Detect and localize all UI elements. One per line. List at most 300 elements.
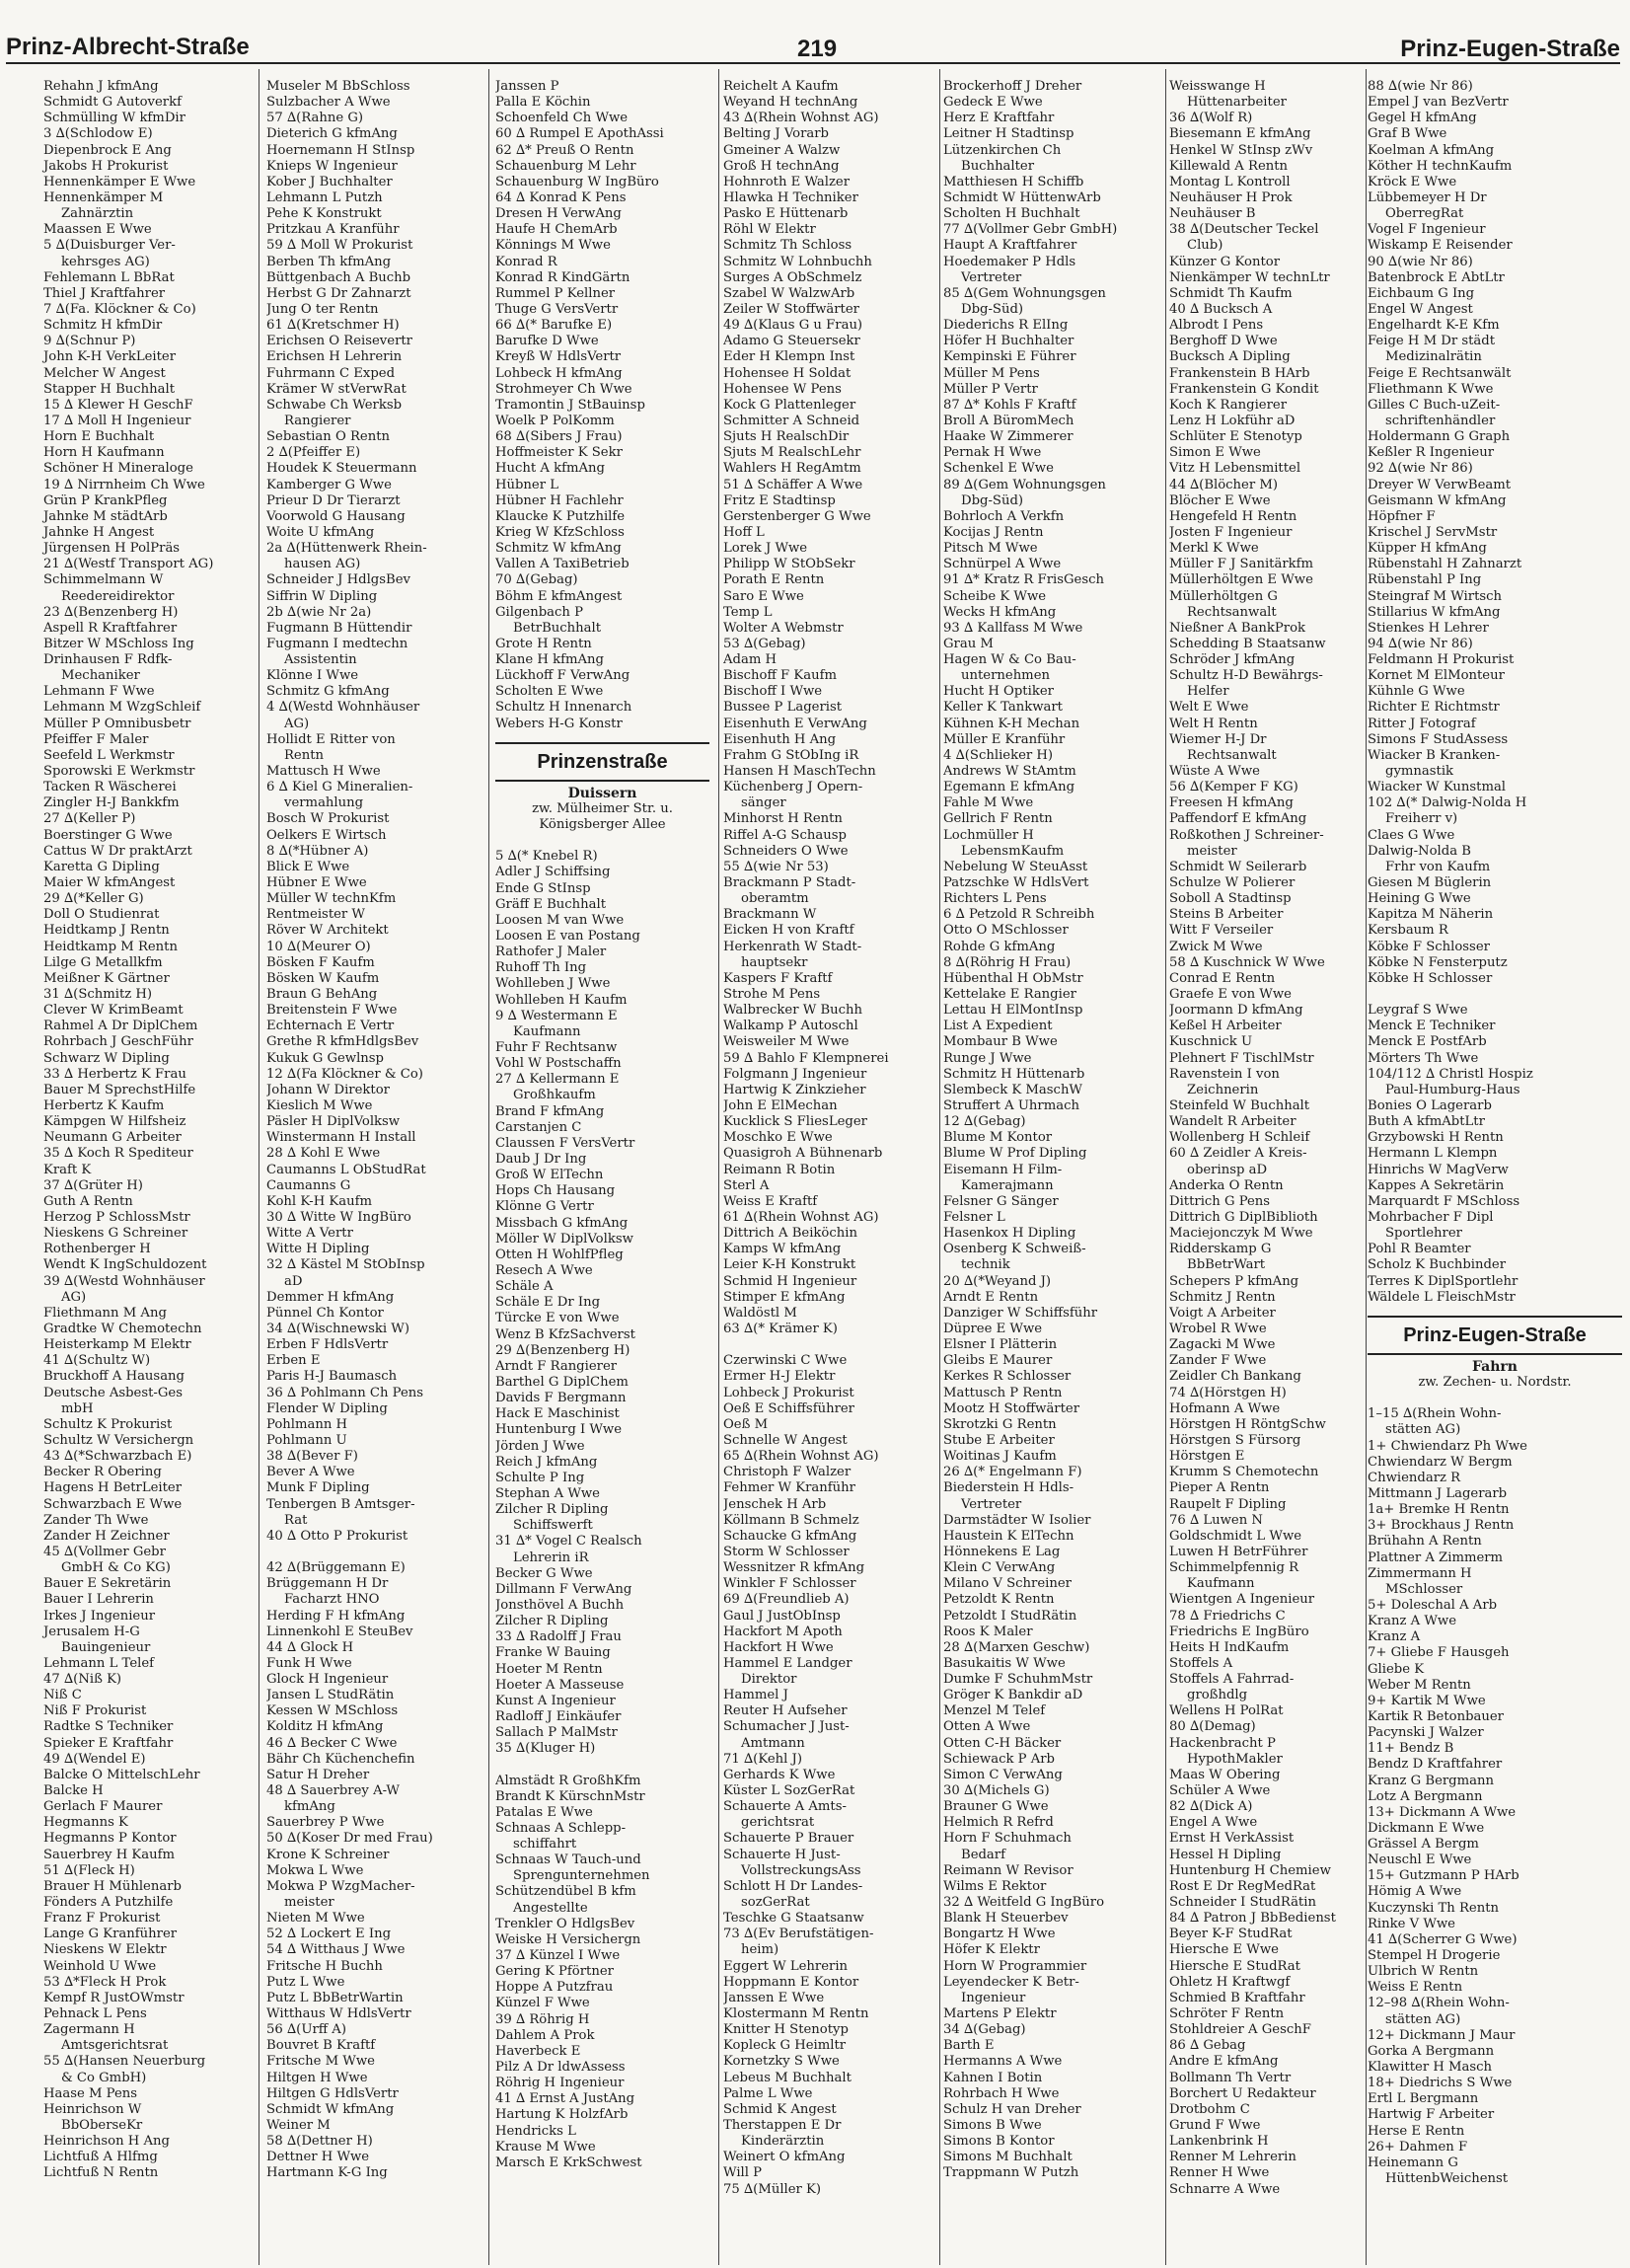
directory-entry: Blank H Steuerbev — [943, 1911, 1069, 1927]
blank-line — [495, 833, 709, 849]
directory-entry: Kinderärztin — [741, 2134, 825, 2150]
directory-entry: Wohlleben H Kaufm — [495, 992, 628, 1008]
directory-entry: Gaul J JustObInsp — [723, 1608, 841, 1624]
directory-entry: Andrews W StAmtm — [943, 764, 1076, 780]
directory-entry: Patalas E Wwe — [495, 1804, 593, 1820]
directory-entry: Hengefeld H Rentn — [1169, 508, 1297, 524]
directory-entry: Reedereidirektor — [61, 588, 175, 604]
directory-entry: Schmid H Ingenieur — [723, 1273, 857, 1289]
directory-entry: 51 ∆(Fleck H) — [43, 1862, 135, 1878]
directory-entry: 27 ∆(Keller P) — [43, 811, 136, 827]
directory-entry: Roßkothen J Schreiner- — [1169, 827, 1324, 843]
directory-entry: 12 ∆(Fa Klöckner & Co) — [266, 1066, 423, 1082]
directory-entry: Hoedemaker P Hdls — [943, 254, 1076, 269]
directory-entry: Danziger W Schiffsführ — [943, 1305, 1098, 1321]
directory-entry: Maciejonczyk M Wwe — [1169, 1226, 1313, 1242]
directory-entry: Kreyß W HdlsVertr — [495, 349, 622, 365]
directory-entry: Schneider I StudRätin — [1169, 1895, 1316, 1911]
directory-entry: Strohmeyer Ch Wwe — [495, 381, 632, 397]
directory-entry: & Co GmbH) — [61, 2070, 147, 2085]
directory-entry: 7+ Gliebe F Hausgeh — [1368, 1645, 1510, 1661]
directory-entry: 35 ∆(Kluger H) — [495, 1741, 596, 1757]
directory-entry: Neuschl E Wwe — [1368, 1852, 1472, 1868]
directory-entry: Adler J Schiffsing — [495, 865, 611, 880]
directory-entry: Pritzkau A Kranführ — [266, 222, 400, 238]
directory-entry: Albrodt I Pens — [1169, 318, 1264, 334]
blank-line — [495, 1757, 709, 1773]
directory-entry: Petzoldt K Rentn — [943, 1592, 1055, 1608]
directory-entry: Fliethmann M Ang — [43, 1305, 167, 1321]
directory-entry: Hoeter M Rentn — [495, 1661, 603, 1677]
directory-entry: Rangierer — [284, 413, 351, 428]
directory-entry: Kuschnick U — [1169, 1034, 1253, 1050]
directory-entry: 55 ∆(wie Nr 53) — [723, 859, 829, 874]
directory-entry: Reichelt A Kaufm — [723, 79, 839, 94]
directory-entry: Heisterkamp M Elektr — [43, 1337, 191, 1353]
directory-entry: 19 ∆ Nirrnheim Ch Wwe — [43, 477, 205, 492]
directory-entry: Krumm S Chemotechn — [1169, 1465, 1319, 1480]
directory-entry: 53 ∆*Fleck H Prok — [43, 1974, 167, 1990]
blank-line — [1368, 1391, 1622, 1406]
directory-entry: 37 ∆ Künzel I Wwe — [495, 1948, 621, 1964]
directory-entry: Huntenburg I Wwe — [495, 1422, 623, 1438]
directory-entry: HypothMakler — [1187, 1751, 1283, 1767]
directory-entry: Hucht A kfmAng — [495, 461, 605, 477]
blank-line — [1368, 987, 1622, 1003]
directory-entry: Müller P Vertr — [943, 381, 1038, 397]
directory-entry: Rothenberger H — [43, 1242, 151, 1257]
directory-entry: 94 ∆(wie Nr 86) — [1368, 636, 1473, 651]
directory-entry: List A Expedient — [943, 1019, 1053, 1034]
directory-entry: Hegmanns P Kontor — [43, 1831, 177, 1847]
directory-entry: Rathofer J Maler — [495, 945, 607, 960]
directory-entry: Lebeus M Buchhalt — [723, 2070, 852, 2085]
directory-entry: Lettau H ElMontInsp — [943, 1003, 1083, 1019]
directory-entry: Chwiendarz R — [1368, 1470, 1461, 1485]
directory-entry: 87 ∆* Kohls F Kraftf — [943, 397, 1076, 413]
directory-entry: Klönne G Vertr — [495, 1199, 594, 1215]
directory-entry: Schimmelmann W — [43, 572, 164, 588]
directory-entry: 39 ∆ Röhrig H — [495, 2011, 590, 2027]
directory-entry: 50 ∆(Koser Dr med Frau) — [266, 1831, 433, 1847]
directory-entry: Klawitter H Masch — [1368, 2060, 1493, 2076]
directory-entry: Kempf R JustOWmstr — [43, 1990, 185, 2005]
directory-entry: Dieterich G kfmAng — [266, 126, 398, 142]
directory-entry: 104/112 ∆ Christl Hospiz — [1368, 1066, 1533, 1082]
directory-entry: Barufke D Wwe — [495, 334, 599, 349]
directory-entry: Kamberger G Wwe — [266, 477, 392, 492]
directory-entry: Scholz K Buchbinder — [1368, 1257, 1507, 1273]
directory-entry: Szabel W WalzwArb — [723, 285, 855, 301]
directory-entry: Rinke V Wwe — [1368, 1916, 1455, 1931]
directory-entry: Bosch W Prokurist — [266, 811, 390, 827]
directory-entry: Temp L — [723, 604, 773, 620]
directory-entry: Dalwig-Nolda B — [1368, 843, 1471, 859]
directory-entry: 32 ∆ Kästel M StObInsp — [266, 1257, 425, 1273]
directory-entry: Nieten M Wwe — [266, 1911, 365, 1927]
page-number: 219 — [797, 36, 838, 62]
directory-entry: 91 ∆* Kratz R FrisGesch — [943, 572, 1104, 588]
directory-entry: Conrad E Rentn — [1169, 970, 1276, 986]
directory-entry: Teschke G Staatsanw — [723, 1911, 864, 1927]
directory-entry: Fuhr F Rechtsanw — [495, 1040, 618, 1056]
directory-entry: Mechaniker — [61, 668, 140, 684]
directory-entry: Kraft K — [43, 1162, 92, 1177]
directory-entry: Scholten H Buchhalt — [943, 206, 1080, 222]
directory-entry: Witthaus W HdlsVertr — [266, 2006, 411, 2022]
directory-entry: Höpfner F — [1368, 508, 1436, 524]
directory-entry: Schimmelpfennig R — [1169, 1560, 1299, 1576]
directory-entry: Doll O Studienrat — [43, 907, 160, 923]
directory-entry: Engelhardt K-E Kfm — [1368, 318, 1500, 334]
directory-entry: Hörstgen H RöntgSchw — [1169, 1416, 1326, 1432]
directory-entry: Gleibs E Maurer — [943, 1353, 1053, 1369]
directory-entry: Niß C — [43, 1688, 82, 1703]
directory-entry: 28 ∆(Marxen Geschw) — [943, 1639, 1090, 1655]
directory-entry: Dittrich G Pens — [1169, 1193, 1271, 1209]
directory-entry: Graf B Wwe — [1368, 126, 1447, 142]
directory-entry: Haase M Pens — [43, 2085, 138, 2101]
directory-entry: Brackmann W — [723, 907, 817, 923]
directory-entry: Glock H Ingenieur — [266, 1672, 389, 1688]
directory-entry: Hiersche E Wwe — [1169, 1942, 1279, 1958]
directory-entry: 65 ∆(Rhein Wohnst AG) — [723, 1449, 879, 1465]
directory-entry: Gräff E Buchhalt — [495, 896, 607, 912]
directory-entry: Deutsche Asbest-Ges — [43, 1385, 183, 1400]
directory-entry: Plattner A Zimmerm — [1368, 1550, 1504, 1565]
directory-entry: 76 ∆ Luwen N — [1169, 1512, 1263, 1528]
directory-entry: Demmer H kfmAng — [266, 1289, 395, 1305]
directory-entry: Jerusalem H-G — [43, 1624, 140, 1639]
directory-entry: Schmitz J Rentn — [1169, 1289, 1276, 1305]
directory-entry: 12+ Dickmann J Maur — [1368, 2027, 1516, 2043]
directory-entry: Erichsen O Reisevertr — [266, 334, 412, 349]
directory-entry: Rohde G kfmAng — [943, 939, 1056, 954]
directory-entry: 38 ∆(Bever F) — [266, 1449, 358, 1465]
directory-entry: 49 ∆(Wendel E) — [43, 1751, 146, 1767]
directory-entry: 102 ∆(* Dalwig-Nolda H — [1368, 795, 1527, 811]
directory-entry: Helfer — [1187, 684, 1229, 700]
directory-entry: Schmitz H Hüttenarb — [943, 1066, 1085, 1082]
directory-entry: Kaspers F Kraftf — [723, 970, 833, 986]
directory-entry: Wiacker B Kranken- — [1368, 747, 1501, 763]
directory-entry: Diederichs R ElIng — [943, 318, 1069, 334]
directory-entry: Dumke F SchuhmMstr — [943, 1672, 1093, 1688]
directory-entry: Wrobel R Wwe — [1169, 1321, 1267, 1336]
directory-entry: Brackmann P Stadt- — [723, 875, 856, 891]
directory-entry: Prieur D Dr Tierarzt — [266, 492, 401, 508]
directory-entry: Kornetzky S Wwe — [723, 2054, 840, 2070]
directory-entry: Engel W Angest — [1368, 301, 1473, 317]
directory-entry: 48 ∆ Sauerbrey A-W — [266, 1783, 400, 1799]
directory-entry: Lichtfuß N Rentn — [43, 2165, 159, 2181]
directory-entry: Surges A ObSchmelz — [723, 269, 862, 285]
directory-entry: Martens P Elektr — [943, 2006, 1057, 2022]
directory-entry: 2b ∆(wie Nr 2a) — [266, 604, 372, 620]
directory-entry: Köbke H Schlosser — [1368, 970, 1493, 986]
directory-entry: 33 ∆ Herbertz K Frau — [43, 1066, 186, 1082]
directory-entry: 84 ∆ Patron J BbBedienst — [1169, 1911, 1336, 1927]
directory-entry: Röhrig H Ingenieur — [495, 2076, 625, 2091]
directory-entry: Drotbohm C — [1169, 2101, 1250, 2117]
directory-entry: Lohbeck H kfmAng — [495, 365, 623, 381]
directory-entry: Schedding B Staatsanw — [1169, 636, 1326, 651]
directory-entry: 12 ∆(Gebag) — [943, 1114, 1026, 1130]
directory-entry: Hennenkämper E Wwe — [43, 174, 196, 189]
directory-entry: Mittmann J Lagerarb — [1368, 1485, 1508, 1501]
directory-entry: Ulbrich W Rentn — [1368, 1964, 1479, 1980]
directory-entry: Bauingenieur — [61, 1639, 151, 1655]
directory-entry: Frankenstein B HArb — [1169, 365, 1310, 381]
directory-entry: Karetta G Dipling — [43, 859, 160, 874]
directory-entry: Gedeck E Wwe — [943, 95, 1043, 111]
directory-entry: Fahle M Wwe — [943, 795, 1034, 811]
directory-entry: Grau M — [943, 636, 994, 651]
directory-entry: Kersbaum R — [1368, 923, 1448, 939]
directory-entry: 42 ∆(Brüggemann E) — [266, 1560, 406, 1576]
directory-entry: Zeidler Ch Bankang — [1169, 1369, 1301, 1385]
directory-entry: Brandt K KürschnMstr — [495, 1788, 645, 1804]
directory-entry: Janssen E Wwe — [723, 1990, 825, 2005]
directory-entry: Plehnert F TischlMstr — [1169, 1050, 1314, 1066]
directory-entry: 3 ∆(Schlodow E) — [43, 126, 153, 142]
directory-entry: Schröter F Rentn — [1169, 2006, 1285, 2022]
directory-entry: Leygraf S Wwe — [1368, 1003, 1468, 1019]
directory-entry: Radtke S Techniker — [43, 1719, 174, 1735]
directory-entry: Sebastian O Rentn — [266, 429, 390, 445]
directory-entry: Könnings M Wwe — [495, 238, 611, 254]
directory-entry: oberinsp aD — [1187, 1162, 1268, 1177]
directory-entry: BetrBuchhalt — [513, 620, 602, 636]
directory-entry: Basukaitis W Wwe — [943, 1655, 1066, 1671]
directory-entry: Erichsen H Lehrerin — [266, 349, 403, 365]
directory-entry: Bösken W Kaufm — [266, 970, 380, 986]
directory-entry: Luwen H BetrFührer — [1169, 1544, 1308, 1559]
directory-entry: Schultz W Versichergn — [43, 1432, 194, 1448]
directory-entry: Hack E Maschinist — [495, 1406, 620, 1422]
directory-entry: 8 ∆(Röhrig H Frau) — [943, 954, 1072, 970]
directory-entry: Blume M Kontor — [943, 1130, 1053, 1146]
directory-entry: Jahnke H Angest — [43, 524, 155, 540]
directory-entry: Jung O ter Rentn — [266, 301, 379, 317]
directory-entry: Hoffmeister K Sekr — [495, 445, 623, 461]
directory-entry: Simons B Kontor — [943, 2134, 1055, 2150]
directory-entry: Grzybowski H Rentn — [1368, 1130, 1504, 1146]
directory-entry: Caumanns G — [266, 1177, 351, 1193]
directory-entry: Wiacker W Kunstmal — [1368, 780, 1507, 795]
directory-entry: Brüggemann H Dr — [266, 1576, 389, 1592]
directory-entry: Tacken R Wäscherei — [43, 780, 177, 795]
directory-entry: Horn F Schuhmach — [943, 1831, 1072, 1847]
directory-entry: Vertreter — [961, 269, 1022, 285]
directory-entry: Chwiendarz W Bergm — [1368, 1454, 1513, 1470]
directory-entry: Krischel J ServMstr — [1368, 524, 1498, 540]
directory-entry: gerichtsrat — [741, 1815, 815, 1831]
directory-entry: Schüler A Wwe — [1169, 1783, 1271, 1799]
directory-entry: 55 ∆(Hansen Neuerburg — [43, 2054, 206, 2070]
directory-entry: Osenberg K Schweiß- — [943, 1242, 1086, 1257]
directory-entry: 54 ∆ Witthaus J Wwe — [266, 1942, 406, 1958]
directory-entry: Haverbeck E — [495, 2043, 581, 2059]
directory-entry: 29 ∆(*Keller G) — [43, 891, 144, 907]
directory-entry: Amtsgerichtsrat — [61, 2038, 169, 2054]
directory-entry: Braun G BehAng — [266, 987, 378, 1003]
directory-entry: Broll A BüromMech — [943, 413, 1074, 428]
directory-entry: Grün P KrankPfleg — [43, 492, 168, 508]
directory-entry: Borchert U Redakteur — [1169, 2085, 1316, 2101]
directory-entry: 2 ∆(Pfeiffer E) — [266, 445, 361, 461]
directory-entry: Nienkämper W technLtr — [1169, 269, 1330, 285]
directory-entry: Darmstädter W Isolier — [943, 1512, 1091, 1528]
directory-entry: 74 ∆(Hörstgen H) — [1169, 1385, 1287, 1400]
directory-entry: Resech A Wwe — [495, 1263, 593, 1278]
directory-entry: Storm W Schlosser — [723, 1544, 850, 1559]
directory-entry: Breitenstein F Wwe — [266, 1003, 398, 1019]
directory-entry: Lohbeck J Prokurist — [723, 1385, 854, 1400]
directory-entry: Dickmann E Wwe — [1368, 1820, 1485, 1836]
directory-entry: 21 ∆(Westf Transport AG) — [43, 557, 214, 572]
directory-entry: Rahmel A Dr DiplChem — [43, 1019, 198, 1034]
directory-entry: Hartung K HolzfArb — [495, 2107, 629, 2123]
directory-entry: Gmeiner A Walzw — [723, 142, 841, 158]
directory-entry: Hoff L — [723, 524, 765, 540]
directory-entry: Schmidt W kfmAng — [266, 2101, 395, 2117]
directory-entry: BbBetrWart — [1187, 1257, 1266, 1273]
directory-entry: Bever A Wwe — [266, 1465, 355, 1480]
directory-entry: Maas W Obering — [1169, 1767, 1281, 1782]
directory-entry: Munk F Dipling — [266, 1480, 370, 1496]
directory-entry: Hagen W & Co Bau- — [943, 652, 1076, 668]
directory-entry: Sjuts H RealschDir — [723, 429, 850, 445]
directory-entry: Reich J kfmAng — [495, 1454, 598, 1470]
directory-entry: 86 ∆ Gebag — [1169, 2038, 1246, 2054]
directory-entry: Horn E Buchhalt — [43, 429, 155, 445]
directory-entry: Sauerbrey P Wwe — [266, 1815, 385, 1831]
directory-entry: Zagacki M Wwe — [1169, 1337, 1276, 1353]
directory-entry: Haufe H ChemArb — [495, 222, 618, 238]
directory-entry: Hammel E Landger — [723, 1655, 852, 1671]
directory-entry: Böhm E kfmAngest — [495, 588, 623, 604]
directory-entry: Weisweiler M Wwe — [723, 1034, 850, 1050]
directory-entry: Wilms E Rektor — [943, 1878, 1047, 1894]
directory-entry: Herse E Rentn — [1368, 2123, 1465, 2139]
directory-entry: Weinhold U Wwe — [43, 1958, 157, 1974]
directory-entry: stätten AG) — [1385, 1422, 1461, 1438]
directory-entry: 88 ∆(wie Nr 86) — [1368, 79, 1473, 94]
directory-entry: Gorka A Bergmann — [1368, 2043, 1495, 2059]
directory-entry: Mattusch H Wwe — [266, 764, 381, 780]
directory-entry: Pohl R Beamter — [1368, 1242, 1471, 1257]
directory-entry: Franz F Prokurist — [43, 1911, 161, 1927]
directory-entry: Rentmeister W — [266, 907, 365, 923]
directory-entry: Loosen E van Postang — [495, 929, 640, 945]
directory-entry: Minhorst H Rentn — [723, 811, 843, 827]
directory-entry: Frahm G StObIng iR — [723, 747, 859, 763]
directory-entry: Müllerhöltgen E Wwe — [1169, 572, 1313, 588]
directory-entry: Künzer G Kontor — [1169, 254, 1280, 269]
directory-entry: Otten A Wwe — [943, 1719, 1031, 1735]
directory-entry: Hoppmann E Kontor — [723, 1974, 859, 1990]
directory-entry: Voigt A Arbeiter — [1169, 1305, 1276, 1321]
directory-entry: Schmülling W kfmDir — [43, 111, 185, 126]
directory-entry: Pitsch M Wwe — [943, 541, 1038, 557]
directory-entry: Maier W kfmAngest — [43, 875, 176, 891]
directory-entry: Hermanns A Wwe — [943, 2054, 1063, 2070]
directory-entry: Marsch E KrkSchwest — [495, 2155, 642, 2170]
directory-entry: Nieskens G Schreiner — [43, 1226, 188, 1242]
directory-entry: Hübner L — [495, 477, 558, 492]
directory-entry: Flender W Dipling — [266, 1400, 388, 1416]
directory-entry: 59 ∆ Moll W Prokurist — [266, 238, 413, 254]
directory-entry: Eisenhuth H Ang — [723, 731, 837, 747]
directory-entry: 60 ∆ Rumpel E ApothAssi — [495, 126, 664, 142]
directory-entry: 31 ∆* Vogel C Realsch — [495, 1534, 642, 1550]
directory-entry: Brauer H Mühlenarb — [43, 1878, 182, 1894]
directory-entry: Fuhrmann C Exped — [266, 365, 396, 381]
directory-entry: Pieper A Rentn — [1169, 1480, 1270, 1496]
directory-entry: Museler M BbSchloss — [266, 79, 410, 94]
directory-entry: Herding F H kfmAng — [266, 1608, 406, 1624]
directory-entry: Möller W DiplVolksw — [495, 1231, 633, 1247]
directory-entry: Missbach G kfmAng — [495, 1215, 629, 1231]
directory-entry: Simon C VerwAng — [943, 1767, 1063, 1782]
directory-entry: Keßel H Arbeiter — [1169, 1019, 1282, 1034]
directory-entry: Gellrich F Rentn — [943, 811, 1053, 827]
directory-entry: Großhkaufm — [513, 1088, 596, 1103]
directory-entry: Schauenburg W IngBüro — [495, 174, 659, 189]
directory-entry: Türcke E von Wwe — [495, 1311, 620, 1326]
directory-entry: 33 ∆ Radolff J Frau — [495, 1629, 622, 1645]
directory-entry: Klane H kfmAng — [495, 652, 604, 668]
directory-entry: 15 ∆ Klewer H GeschF — [43, 397, 193, 413]
directory-entry: Kukuk G Gewlnsp — [266, 1050, 384, 1066]
directory-entry: Pfeiffer F Maler — [43, 731, 149, 747]
directory-entry: Hübner E Wwe — [266, 875, 367, 891]
directory-entry: Fugmann B Hüttendir — [266, 620, 412, 636]
directory-entry: 51 ∆ Schäffer A Wwe — [723, 477, 863, 492]
directory-entry: Thiel J Kraftfahrer — [43, 285, 166, 301]
directory-entry: Pünnel Ch Kontor — [266, 1305, 384, 1321]
directory-entry: Röver W Architekt — [266, 923, 389, 939]
directory-entry: Schmidt G Autoverkf — [43, 95, 182, 111]
directory-entry: Bitzer W MSchloss Ing — [43, 636, 194, 651]
directory-entry: Weinert O kfmAng — [723, 2150, 846, 2165]
directory-entry: Kock G Plattenleger — [723, 397, 856, 413]
directory-entry: Ohletz H Kraftwgf — [1169, 1974, 1291, 1990]
directory-entry: Maassen E Wwe — [43, 222, 152, 238]
directory-entry: Koelman A kfmAng — [1368, 142, 1495, 158]
directory-entry: Hoppe A Putzfrau — [495, 1980, 614, 1996]
directory-entry: AG) — [284, 716, 310, 731]
directory-entry: Mörters Th Wwe — [1368, 1050, 1479, 1066]
directory-entry: Kucklick S FliesLeger — [723, 1114, 867, 1130]
directory-entry: 66 ∆(* Barufke E) — [495, 318, 613, 334]
directory-entry: Kapitza M Näherin — [1368, 907, 1494, 923]
directory-entry: Stienkes H Lehrer — [1368, 620, 1489, 636]
directory-entry: Fehmer W Kranführ — [723, 1480, 855, 1496]
directory-entry: Voorwold G Hausang — [266, 508, 406, 524]
blank-line — [723, 1337, 937, 1353]
directory-entry: Mattusch P Rentn — [943, 1385, 1063, 1400]
directory-entry: 34 ∆(Wischnewski W) — [266, 1321, 409, 1336]
directory-entry: Herzog P SchlossMstr — [43, 1209, 190, 1225]
directory-entry: Echternach E Vertr — [266, 1019, 395, 1034]
directory-entry: Menck E PostfArb — [1368, 1034, 1487, 1050]
directory-entry: 44 ∆(Blöcher M) — [1169, 477, 1279, 492]
directory-entry: Janssen P — [495, 79, 559, 94]
directory-entry: Grote H Rentn — [495, 636, 592, 651]
directory-entry: Kohl K-H Kaufm — [266, 1193, 372, 1209]
